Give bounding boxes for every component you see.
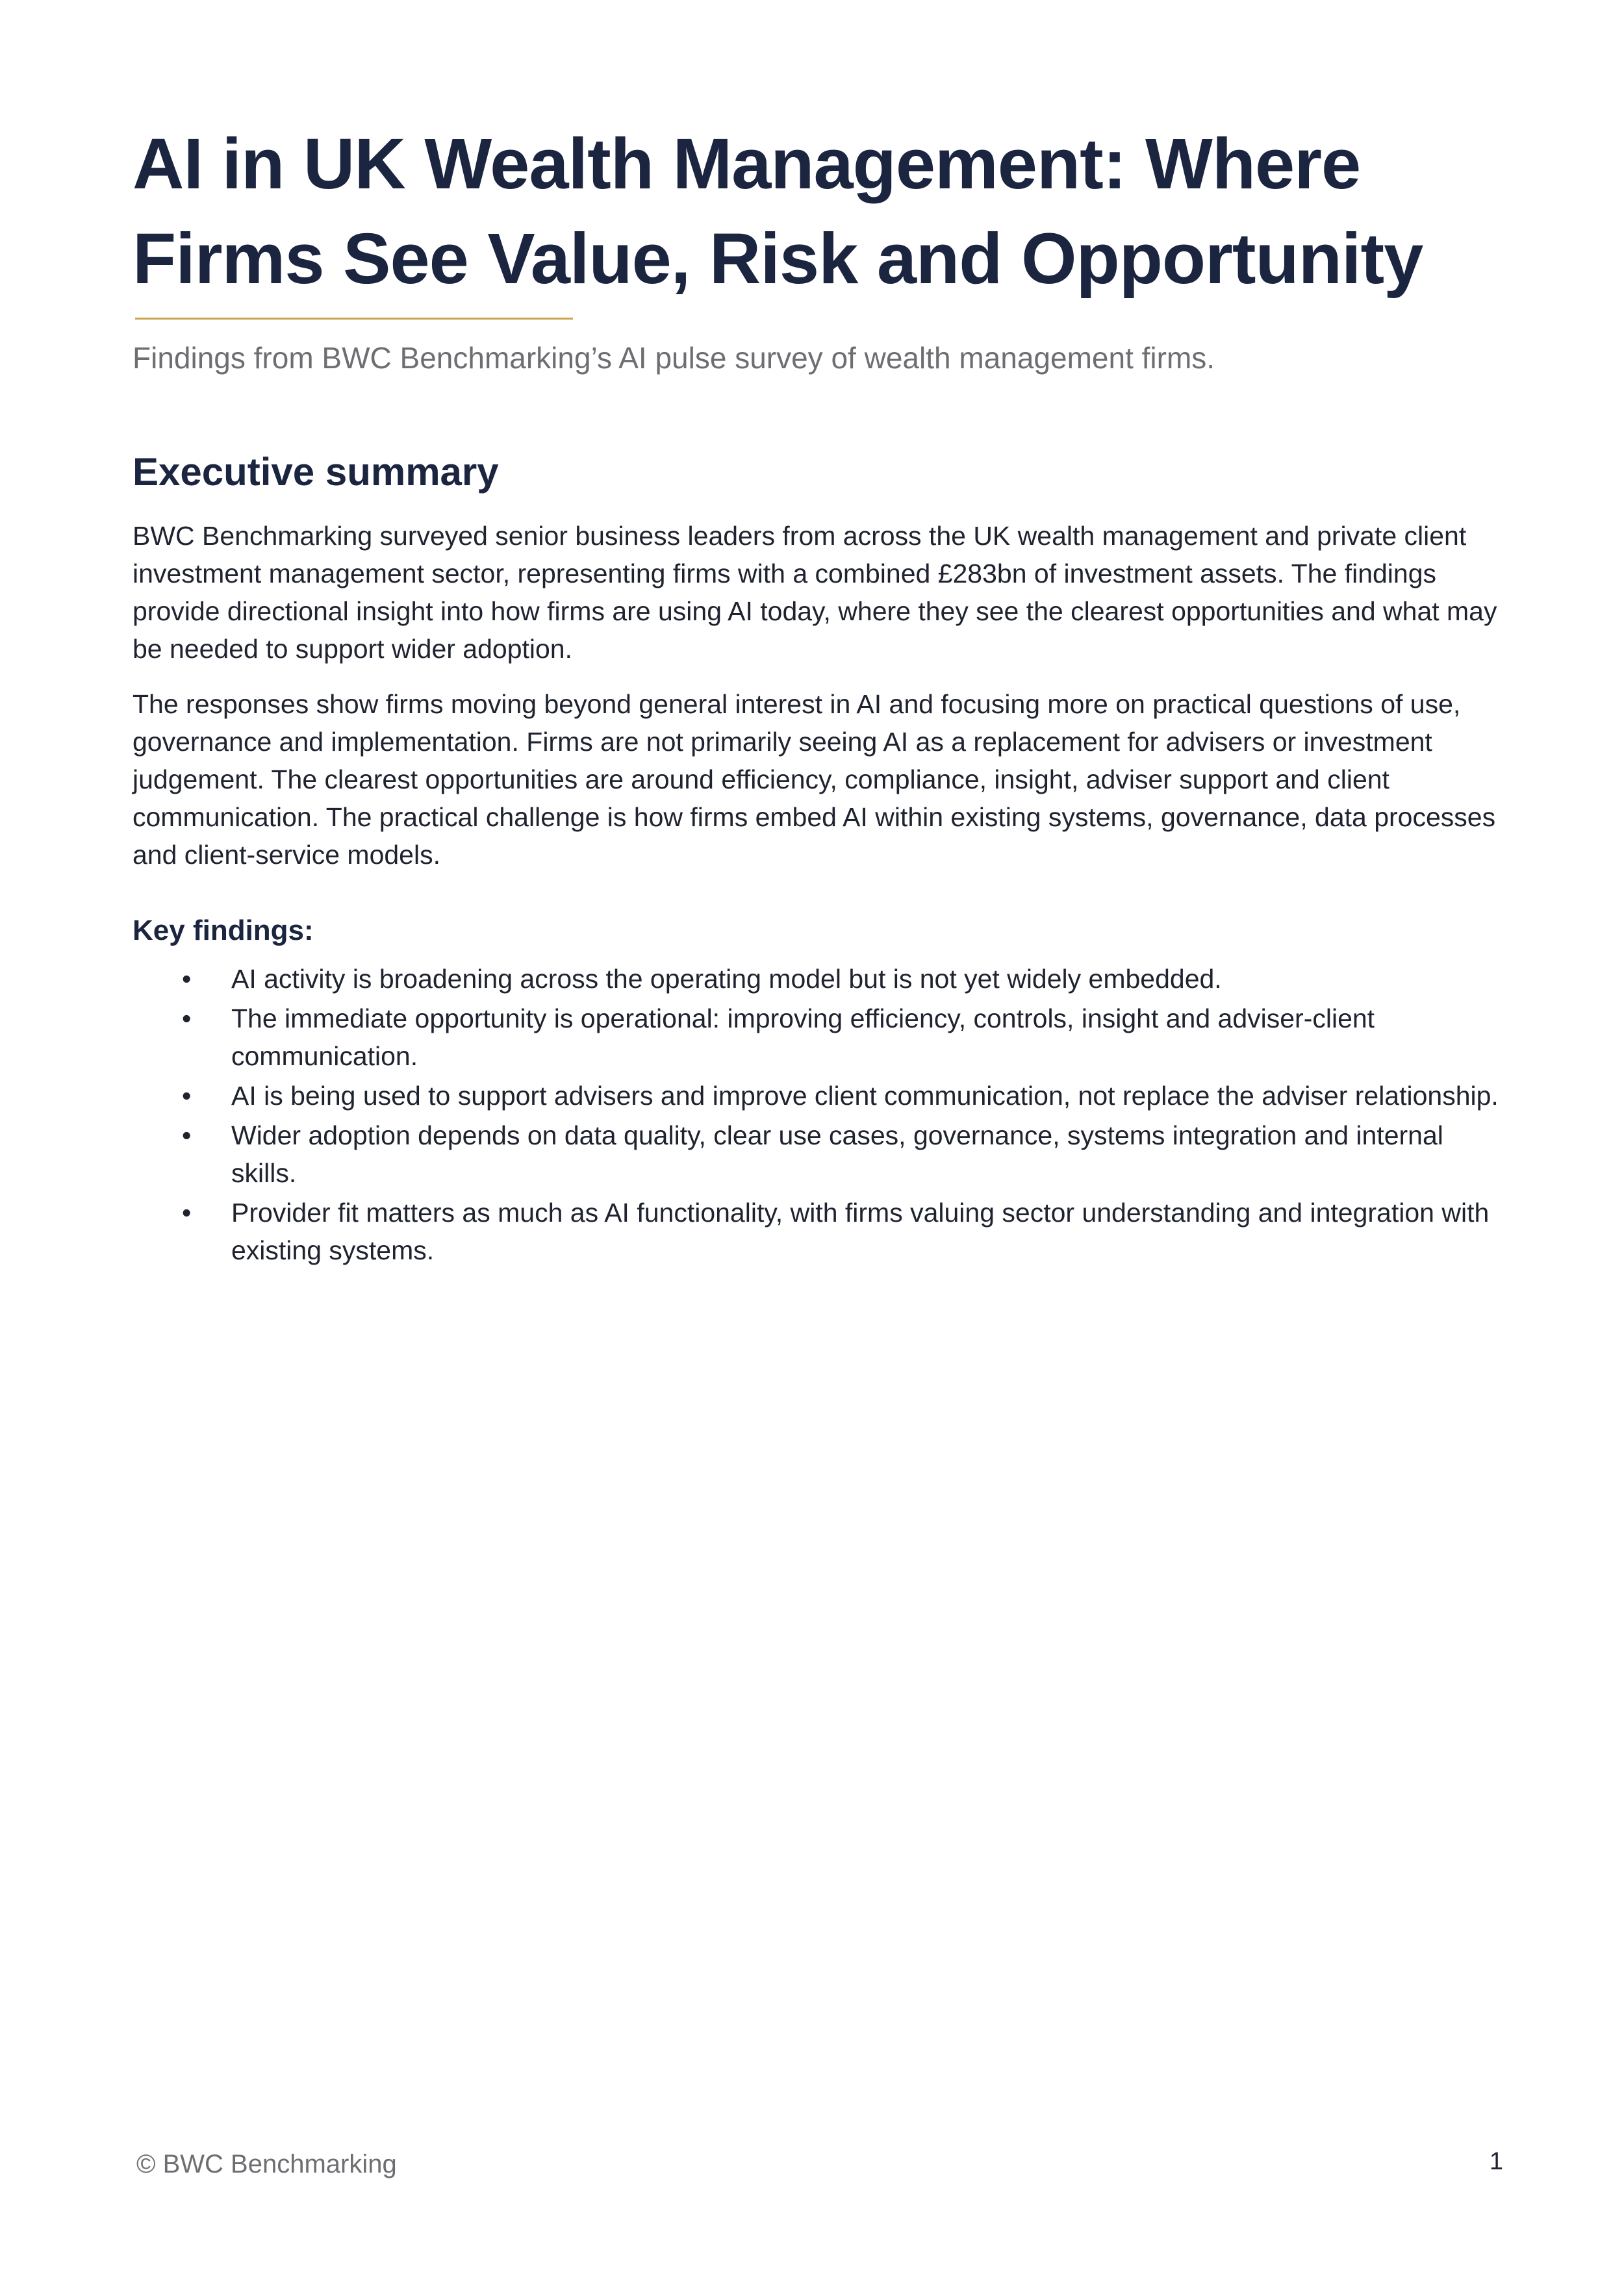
bullet-icon: • — [182, 1120, 192, 1150]
key-finding-item — [133, 1116, 1503, 1192]
summary-paragraph: The responses show firms moving beyond general interest in AI and focusing more on practical questions of use, governance and implementation. Firms are not primarily seeing AI as a replacement for advisers or investment judgement. The clearest opportunities are around efficiency, compliance, insight, adviser support and client communication. The practical challenge is how firms embed AI within existing systems, governance, data processes and client-service models. — [133, 689, 1496, 870]
document-subtitle: Findings from BWC Benchmarking’s AI pulse survey of wealth management firms. — [133, 341, 1215, 375]
key-finding-item — [133, 960, 1503, 998]
key-findings-heading: Key findings: — [133, 915, 314, 946]
key-finding-item — [133, 1194, 1503, 1269]
bullet-icon: • — [182, 1198, 192, 1228]
summary-paragraph: BWC Benchmarking surveyed senior business leaders from across the UK wealth management and private client investment management sector, representing firms with a combined £283bn of investment assets. The findings provide directional insight into how firms are using AI today, where they see the clearest opportunities and what may be needed to support wider adoption. — [133, 521, 1497, 664]
key-finding-text: AI is being used to support advisers and improve client communication, not replace the adviser relationship. — [231, 1081, 1499, 1111]
key-finding-text: The immediate opportunity is operational: improving efficiency, controls, insight and adviser-client communication. — [231, 1003, 1375, 1071]
bullet-icon: • — [182, 1003, 192, 1033]
key-finding-text: Wider adoption depends on data quality, clear use cases, governance, systems integration and internal skills. — [231, 1120, 1443, 1188]
key-finding-item — [133, 1077, 1503, 1115]
title-divider — [135, 318, 573, 320]
footer-copyright: © BWC Benchmarking — [136, 2150, 397, 2178]
key-finding-item — [133, 1000, 1503, 1075]
page-number: 1 — [1489, 2148, 1503, 2175]
bullet-icon: • — [182, 1081, 192, 1111]
document-title: AI in UK Wealth Management: Where Firms See Value, Risk and Opportunity — [133, 124, 1423, 299]
key-finding-text: AI activity is broadening across the operating model but is not yet widely embedded. — [231, 964, 1222, 994]
bullet-icon: • — [182, 964, 192, 994]
key-findings-list — [133, 960, 1503, 1271]
document-page — [133, 0, 1503, 2296]
executive-summary-heading: Executive summary — [133, 450, 499, 494]
key-finding-text: Provider fit matters as much as AI functionality, with firms valuing sector understanding and integration with existing systems. — [231, 1198, 1490, 1265]
